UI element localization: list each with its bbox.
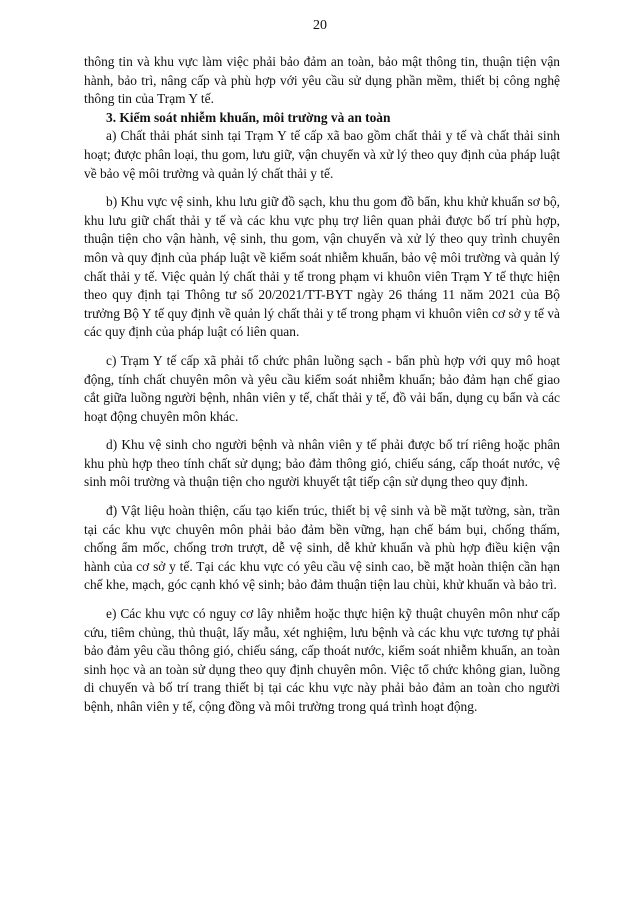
section-heading: 3. Kiểm soát nhiễm khuẩn, môi trường và an toàn <box>106 109 391 125</box>
paragraph-dd: đ) Vật liệu hoàn thiện, cấu tạo kiến trúc, thiết bị vệ sinh và bề mặt tường, sàn, trần tại các khu vực chuyên môn phải bảo đảm bền vững, hạn chế bám bụi, chống thấm, chống ẩm mốc, chống trơn trượt, dễ vệ sinh, dễ khử khuẩn và phù hợp điều kiện vận hành của cơ sở y tế. Tại các khu vực có yêu cầu vệ sinh cao, bề mặt hoàn thiện cần hạn chế khe, mạch, góc cạnh khó vệ sinh; bảo đảm thuận tiện lau chùi, khử khuẩn và bảo trì. <box>84 503 560 593</box>
paragraph-a: a) Chất thải phát sinh tại Trạm Y tế cấp xã bao gồm chất thải y tế và chất thải sinh hoạt; được phân loại, thu gom, lưu giữ, vận chuyển và xử lý theo quy định của pháp luật về bảo vệ môi trường và quản lý chất thải y tế. <box>84 128 560 181</box>
intro-continuation-paragraph: thông tin và khu vực làm việc phải bảo đảm an toàn, bảo mật thông tin, thuận tiện vận hành, bảo trì, nâng cấp và phù hợp với yêu cầu sử dụng phần mềm, thiết bị công nghệ thông tin của Trạm Y tế. <box>84 54 560 107</box>
document-body <box>84 53 560 717</box>
paragraph-c: c) Trạm Y tế cấp xã phải tổ chức phân luồng sạch - bẩn phù hợp với quy mô hoạt động, tính chất chuyên môn và yêu cầu kiểm soát nhiễm khuẩn; bảo đảm hạn chế giao cắt giữa luồng người bệnh, nhân viên y tế, chất thải y tế, đồ vải bẩn, dụng cụ bẩn và các hoạt động chuyên môn khác. <box>84 352 560 424</box>
paragraph-d: d) Khu vệ sinh cho người bệnh và nhân viên y tế phải được bố trí riêng hoặc phân khu phù hợp theo tính chất sử dụng; bảo đảm thông gió, chiếu sáng, cấp thoát nước, vệ sinh môi trường và thuận tiện cho người khuyết tật tiếp cận sử dụng theo quy định. <box>84 437 560 490</box>
page-number: 20 <box>313 18 327 33</box>
paragraph-b: b) Khu vực vệ sinh, khu lưu giữ đồ sạch, khu thu gom đồ bẩn, khu khử khuẩn sơ bộ, khu lưu giữ chất thải y tế và các khu vực phụ trợ liên quan phải được bố trí phù hợp, thuận tiện cho vận hành, vệ sinh, thu gom, vận chuyển và xử lý theo quy trình chuyên môn và quy định của pháp luật về kiểm soát nhiễm khuẩn, bảo vệ môi trường và quản lý chất thải y tế. Việc quản lý chất thải y tế trong phạm vi khuôn viên Trạm Y tế thực hiện theo quy định tại Thông tư số 20/2021/TT-BYT ngày 26 tháng 11 năm 2021 của Bộ trưởng Bộ Y tế quy định về quản lý chất thải y tế trong phạm vi khuôn viên cơ sở y tế và các quy định của pháp luật có liên quan. <box>84 194 560 340</box>
paragraph-e: e) Các khu vực có nguy cơ lây nhiễm hoặc thực hiện kỹ thuật chuyên môn như cấp cứu, tiêm chủng, thủ thuật, lấy mẫu, xét nghiệm, lưu bệnh và các khu vực tương tự phải bảo đảm yêu cầu thông gió, chiếu sáng, cấp thoát nước, kiểm soát nhiễm khuẩn, an toàn sinh học và an toàn sử dụng theo quy định chuyên môn. Việc tổ chức không gian, luồng di chuyển và bố trí trang thiết bị tại các khu vực này phải bảo đảm an toàn cho người bệnh, nhân viên y tế, cộng đồng và môi trường trong quá trình hoạt động. <box>84 606 560 714</box>
